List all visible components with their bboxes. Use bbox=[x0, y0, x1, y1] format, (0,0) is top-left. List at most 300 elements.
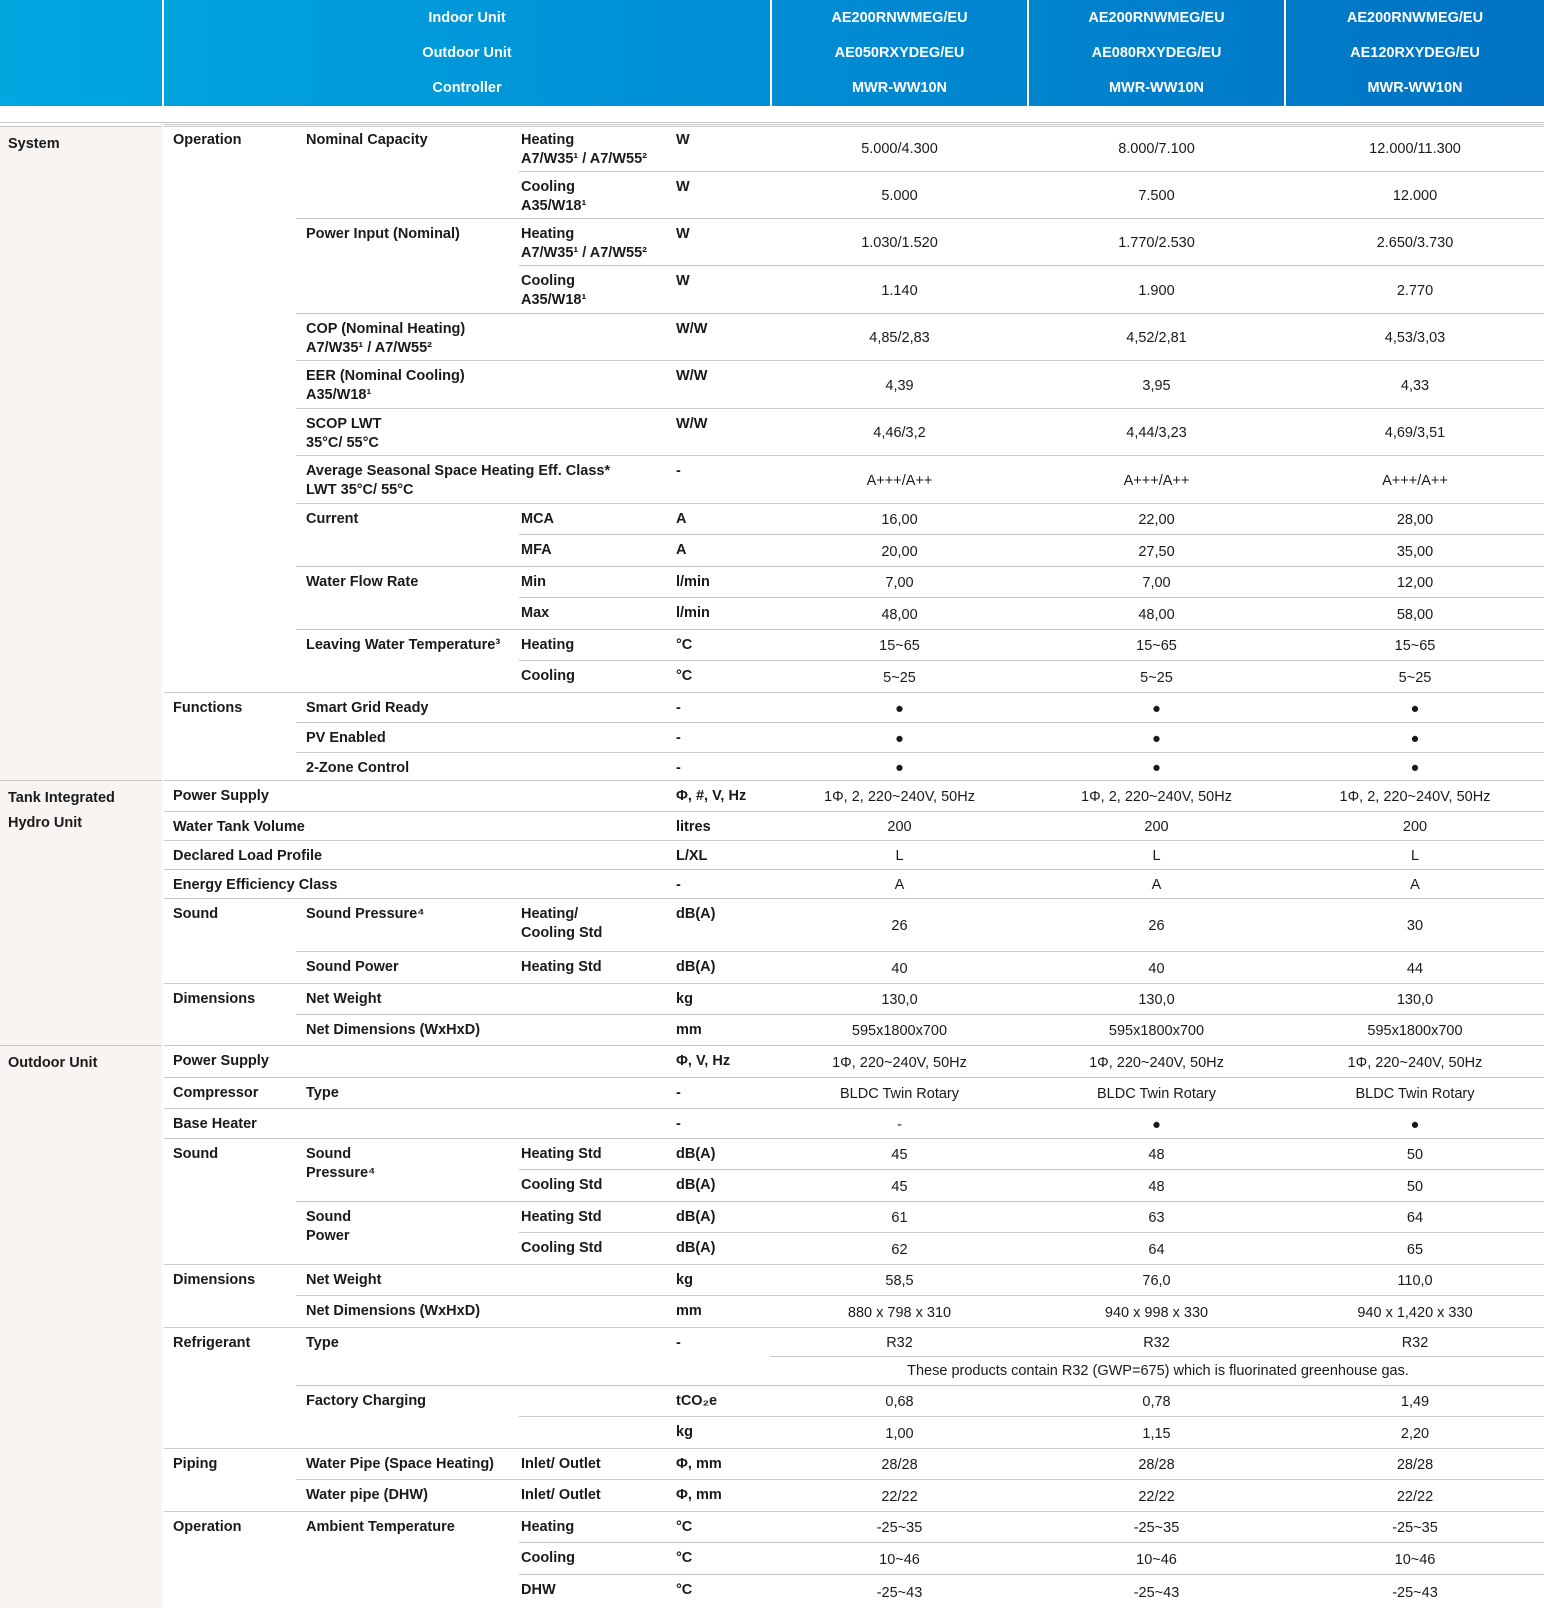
row-rule bbox=[296, 455, 1544, 456]
table-cell: 26 bbox=[891, 918, 908, 934]
row-label-item-sub: A35/W18¹ bbox=[306, 387, 372, 403]
header-label-controller: Controller bbox=[432, 80, 502, 96]
table-cell: BLDC Twin Rotary bbox=[840, 1086, 959, 1102]
table-cell: 50 bbox=[1406, 1147, 1424, 1163]
row-unit: dB(A) bbox=[676, 906, 716, 922]
table-cell: 4,85/2,83 bbox=[869, 330, 930, 346]
row-unit: °C bbox=[676, 668, 693, 684]
row-unit: dB(A) bbox=[676, 1209, 716, 1225]
row-unit: A bbox=[676, 542, 687, 558]
row-label-group: Water Tank Volume bbox=[173, 819, 305, 835]
row-rule bbox=[519, 1232, 1544, 1233]
model-3-indoor: AE200RNWMEG/EU bbox=[1346, 10, 1484, 26]
table-cell: 5~25 bbox=[1140, 670, 1173, 686]
row-unit: - bbox=[676, 877, 681, 893]
table-cell: 12.000/11.300 bbox=[1369, 141, 1461, 157]
table-cell: ● bbox=[1152, 760, 1161, 776]
model-1-indoor: AE200RNWMEG/EU bbox=[831, 10, 968, 26]
table-cell: 58,00 bbox=[1396, 607, 1434, 623]
row-unit: dB(A) bbox=[676, 1177, 716, 1193]
table-cell: 15~65 bbox=[879, 638, 920, 654]
table-cell: 22/22 bbox=[1138, 1489, 1175, 1505]
table-cell: 15~65 bbox=[1394, 638, 1436, 654]
table-cell: 200 bbox=[1402, 819, 1428, 835]
row-label-condition: Heating bbox=[521, 1519, 575, 1535]
row-unit: kg bbox=[676, 991, 693, 1007]
table-cell: 1.770/2.530 bbox=[1118, 235, 1195, 251]
row-label-item: Type bbox=[306, 1085, 339, 1101]
table-cell: 200 bbox=[1144, 819, 1169, 835]
table-cell: ● bbox=[1152, 701, 1161, 717]
header-label-outdoor: Outdoor Unit bbox=[422, 45, 512, 61]
row-unit: Φ, mm bbox=[676, 1487, 722, 1503]
table-cell: 4,44/3,23 bbox=[1126, 425, 1187, 441]
row-unit: W bbox=[676, 179, 690, 195]
row-label-item: Factory Charging bbox=[306, 1393, 427, 1409]
table-cell: -25~43 bbox=[876, 1585, 923, 1601]
table-cell: 16,00 bbox=[881, 512, 918, 528]
table-cell: 76,0 bbox=[1142, 1273, 1171, 1289]
row-rule bbox=[519, 1416, 1544, 1417]
row-label-condition-sub: A7/W35¹ / A7/W55² bbox=[521, 245, 647, 261]
row-rule bbox=[163, 869, 1544, 870]
refrigerant-note: These products contain R32 (GWP=675) which is fluorinated greenhouse gas. bbox=[907, 1363, 1409, 1379]
table-cell: A bbox=[1410, 877, 1420, 893]
row-label-condition-sub: A35/W18¹ bbox=[521, 198, 587, 214]
table-cell: 30 bbox=[1406, 918, 1424, 934]
table-cell: A bbox=[1151, 877, 1162, 893]
table-cell: 12,00 bbox=[1396, 575, 1434, 591]
column-divider bbox=[162, 124, 164, 1608]
table-cell: 44 bbox=[1406, 961, 1424, 977]
row-label-item-sub: A7/W35¹ / A7/W55² bbox=[306, 340, 432, 356]
row-rule bbox=[519, 171, 1544, 172]
table-cell: 10~46 bbox=[1394, 1552, 1436, 1568]
table-cell: 15~65 bbox=[1136, 638, 1177, 654]
table-cell: 1Φ, 2, 220~240V, 50Hz bbox=[1339, 789, 1491, 805]
table-cell: ● bbox=[895, 731, 904, 747]
row-unit: tCO₂e bbox=[676, 1393, 718, 1409]
row-label-group: Sound bbox=[173, 906, 219, 922]
table-cell: 22,00 bbox=[1138, 512, 1175, 528]
table-cell: A+++/A++ bbox=[1382, 473, 1448, 489]
row-unit: °C bbox=[676, 1519, 693, 1535]
row-label-item: Type bbox=[306, 1335, 339, 1351]
table-cell: -25~35 bbox=[1392, 1520, 1438, 1536]
row-label-group: Base Heater bbox=[173, 1116, 257, 1132]
section-label: System bbox=[8, 136, 60, 152]
table-cell: 0,78 bbox=[1142, 1394, 1171, 1410]
row-label-item: COP (Nominal Heating) bbox=[306, 321, 466, 337]
header-model-3 bbox=[1286, 0, 1544, 106]
row-label-condition: Cooling bbox=[521, 668, 575, 684]
row-label-group: Declared Load Profile bbox=[173, 848, 323, 864]
table-cell: 0,68 bbox=[885, 1394, 914, 1410]
row-rule bbox=[770, 1356, 1544, 1357]
row-label-item: Net Weight bbox=[306, 1272, 382, 1288]
row-label-condition: Cooling bbox=[521, 273, 575, 289]
table-cell: 7,00 bbox=[885, 575, 914, 591]
row-label-item: SCOP LWT bbox=[306, 416, 382, 432]
table-cell: - bbox=[897, 1117, 902, 1133]
row-rule bbox=[163, 124, 1544, 125]
table-cell: ● bbox=[1410, 1117, 1420, 1133]
row-rule bbox=[296, 1385, 1544, 1386]
row-rule bbox=[163, 983, 1544, 984]
row-rule bbox=[163, 1045, 1544, 1046]
table-cell: 5.000/4.300 bbox=[861, 141, 938, 157]
table-cell: 940 x 998 x 330 bbox=[1104, 1305, 1209, 1321]
table-cell: 1Φ, 220~240V, 50Hz bbox=[1347, 1055, 1483, 1071]
table-cell: 1Φ, 220~240V, 50Hz bbox=[832, 1055, 967, 1071]
table-cell: 22/22 bbox=[881, 1489, 918, 1505]
row-label-condition: Cooling bbox=[521, 179, 575, 195]
row-label-group: Power Supply bbox=[173, 788, 269, 804]
header-divider bbox=[1284, 0, 1286, 106]
table-cell: 4,52/2,81 bbox=[1126, 330, 1187, 346]
row-rule bbox=[296, 1201, 1544, 1202]
row-rule bbox=[296, 503, 1544, 504]
table-cell: 4,46/3,2 bbox=[873, 425, 926, 441]
table-header bbox=[0, 0, 1544, 106]
model-2-outdoor: AE080RXYDEG/EU bbox=[1091, 45, 1222, 61]
row-label-condition: Max bbox=[521, 605, 550, 621]
row-label-group: Operation bbox=[173, 132, 242, 148]
row-unit: litres bbox=[676, 819, 711, 835]
table-cell: 130,0 bbox=[1138, 992, 1175, 1008]
row-rule bbox=[296, 218, 1544, 219]
row-label-item: 2-Zone Control bbox=[306, 760, 410, 776]
table-cell: 880 x 798 x 310 bbox=[847, 1305, 952, 1321]
table-cell: 45 bbox=[891, 1147, 908, 1163]
table-cell: 35,00 bbox=[1396, 544, 1434, 560]
row-unit: °C bbox=[676, 1582, 693, 1598]
table-cell: 22/22 bbox=[1396, 1489, 1434, 1505]
table-cell: BLDC Twin Rotary bbox=[1355, 1086, 1475, 1102]
row-unit: - bbox=[676, 463, 681, 479]
row-unit: °C bbox=[676, 1550, 693, 1566]
header-divider bbox=[770, 0, 772, 106]
row-rule bbox=[519, 1542, 1544, 1543]
table-cell: -25~35 bbox=[1133, 1520, 1180, 1536]
section-label: Outdoor Unit bbox=[8, 1055, 98, 1071]
header-label-indoor: Indoor Unit bbox=[428, 10, 506, 26]
row-unit: °C bbox=[676, 637, 693, 653]
row-rule bbox=[296, 629, 1544, 630]
row-label-item: Power Input (Nominal) bbox=[306, 226, 460, 242]
table-cell: 3,95 bbox=[1142, 378, 1171, 394]
row-label-item: Water pipe (DHW) bbox=[306, 1487, 428, 1503]
table-cell: 7,00 bbox=[1142, 575, 1171, 591]
row-unit: - bbox=[676, 700, 681, 716]
row-label-condition: Heating Std bbox=[521, 1146, 602, 1162]
section-label: Tank Integrated bbox=[8, 790, 115, 806]
row-label-group: Dimensions bbox=[173, 991, 256, 1007]
table-cell: 64 bbox=[1148, 1242, 1165, 1258]
row-unit: kg bbox=[676, 1424, 693, 1440]
row-rule bbox=[163, 898, 1544, 899]
row-rule bbox=[163, 692, 1544, 693]
row-rule bbox=[296, 313, 1544, 314]
row-label-condition: Heating bbox=[521, 132, 575, 148]
table-cell: 28/28 bbox=[1396, 1457, 1434, 1473]
row-label-condition-sub: Cooling Std bbox=[521, 925, 603, 941]
row-unit: - bbox=[676, 1085, 681, 1101]
row-label-group: Piping bbox=[173, 1456, 218, 1472]
row-label-item: Sound Pressure⁴ bbox=[306, 906, 425, 922]
row-rule bbox=[163, 811, 1544, 812]
table-cell: ● bbox=[1410, 701, 1420, 717]
model-3-controller: MWR-WW10N bbox=[1367, 80, 1463, 96]
row-unit: W/W bbox=[676, 321, 708, 337]
row-label-item: Sound Power bbox=[306, 959, 399, 975]
model-1-controller: MWR-WW10N bbox=[851, 80, 948, 96]
row-label-group: Energy Efficiency Class bbox=[173, 877, 338, 893]
row-unit: - bbox=[676, 760, 681, 776]
row-rule bbox=[296, 360, 1544, 361]
row-label-item: Net Weight bbox=[306, 991, 382, 1007]
row-label-item: Ambient Temperature bbox=[306, 1519, 455, 1535]
table-cell: 110,0 bbox=[1397, 1273, 1433, 1289]
row-label-condition: Cooling bbox=[521, 1550, 575, 1566]
row-unit: l/min bbox=[676, 605, 710, 621]
table-cell: L bbox=[1410, 848, 1420, 864]
table-cell: 4,69/3,51 bbox=[1384, 425, 1446, 441]
row-rule bbox=[296, 408, 1544, 409]
table-cell: 20,00 bbox=[881, 544, 918, 560]
row-unit: W bbox=[676, 132, 690, 148]
row-rule bbox=[296, 1295, 1544, 1296]
table-cell: 48,00 bbox=[1138, 607, 1175, 623]
row-unit: dB(A) bbox=[676, 1146, 716, 1162]
table-cell: 1,00 bbox=[885, 1426, 914, 1442]
table-cell: A+++/A++ bbox=[866, 473, 933, 489]
row-unit: Φ, mm bbox=[676, 1456, 722, 1472]
row-label-item-sub: 35°C/ 55°C bbox=[306, 435, 379, 451]
row-unit: - bbox=[676, 1116, 681, 1132]
row-label-item: Net Dimensions (WxHxD) bbox=[306, 1303, 481, 1319]
section-rule bbox=[0, 126, 1544, 127]
table-cell: 48,00 bbox=[881, 607, 918, 623]
row-rule bbox=[163, 780, 1544, 781]
header-divider bbox=[1027, 0, 1029, 106]
row-label-item: Leaving Water Temperature³ bbox=[306, 637, 501, 653]
row-rule bbox=[163, 1511, 1544, 1512]
table-cell: ● bbox=[1410, 731, 1420, 747]
table-cell: 940 x 1,420 x 330 bbox=[1357, 1305, 1473, 1321]
table-cell: ● bbox=[895, 760, 904, 776]
table-cell: 65 bbox=[1406, 1242, 1424, 1258]
table-cell: 28/28 bbox=[881, 1457, 918, 1473]
row-unit: mm bbox=[676, 1303, 702, 1319]
table-cell: ● bbox=[895, 701, 904, 717]
table-cell: 27,50 bbox=[1138, 544, 1175, 560]
table-cell: ● bbox=[1410, 760, 1420, 776]
row-label-condition-sub: A7/W35¹ / A7/W55² bbox=[521, 151, 647, 167]
table-cell: 130,0 bbox=[881, 992, 918, 1008]
table-cell: BLDC Twin Rotary bbox=[1097, 1086, 1216, 1102]
row-rule bbox=[519, 1169, 1544, 1170]
table-cell: 61 bbox=[891, 1210, 908, 1226]
table-cell: A+++/A++ bbox=[1123, 473, 1190, 489]
header-rule bbox=[0, 122, 1544, 123]
table-cell: 2,20 bbox=[1400, 1426, 1430, 1442]
row-label-item: Net Dimensions (WxHxD) bbox=[306, 1022, 481, 1038]
row-unit: dB(A) bbox=[676, 1240, 716, 1256]
row-rule bbox=[163, 1327, 1544, 1328]
table-cell: 8.000/7.100 bbox=[1118, 141, 1195, 157]
row-label-group: Compressor bbox=[173, 1085, 259, 1101]
table-cell: 200 bbox=[887, 819, 912, 835]
model-1-outdoor: AE050RXYDEG/EU bbox=[834, 45, 965, 61]
row-unit: kg bbox=[676, 1272, 693, 1288]
row-label-item: Average Seasonal Space Heating Eff. Class* bbox=[306, 463, 611, 479]
row-rule bbox=[519, 597, 1544, 598]
row-label-group: Operation bbox=[173, 1519, 242, 1535]
table-cell: 595x1800x700 bbox=[1108, 1023, 1205, 1039]
model-2-controller: MWR-WW10N bbox=[1108, 80, 1205, 96]
row-unit: W/W bbox=[676, 416, 708, 432]
row-label-item: Nominal Capacity bbox=[306, 132, 428, 148]
section-band bbox=[0, 126, 162, 780]
table-cell: R32 bbox=[1401, 1335, 1429, 1351]
header-model-1 bbox=[772, 0, 1027, 106]
row-rule bbox=[519, 265, 1544, 266]
table-cell: 2.770 bbox=[1396, 283, 1434, 299]
row-label-condition: Min bbox=[521, 574, 546, 590]
row-label-group: Sound bbox=[173, 1146, 219, 1162]
row-rule bbox=[163, 1138, 1544, 1139]
row-unit: A bbox=[676, 511, 687, 527]
table-cell: 1.900 bbox=[1138, 283, 1175, 299]
row-rule bbox=[296, 1479, 1544, 1480]
table-cell: 12.000 bbox=[1392, 188, 1438, 204]
table-cell: 1Φ, 2, 220~240V, 50Hz bbox=[824, 789, 975, 805]
row-label-group: Functions bbox=[173, 700, 243, 716]
row-rule bbox=[296, 951, 1544, 952]
table-cell: 4,39 bbox=[885, 378, 914, 394]
row-unit: Φ, V, Hz bbox=[676, 1053, 731, 1069]
row-unit: mm bbox=[676, 1022, 702, 1038]
row-label-condition-sub: A35/W18¹ bbox=[521, 292, 587, 308]
table-cell: 10~46 bbox=[1136, 1552, 1177, 1568]
row-label-item: EER (Nominal Cooling) bbox=[306, 368, 465, 384]
table-cell: 1Φ, 2, 220~240V, 50Hz bbox=[1081, 789, 1232, 805]
row-rule bbox=[296, 722, 1544, 723]
row-label-item: Water Pipe (Space Heating) bbox=[306, 1456, 495, 1472]
row-rule bbox=[519, 1574, 1544, 1575]
table-cell: 595x1800x700 bbox=[1367, 1023, 1463, 1039]
row-rule bbox=[163, 1077, 1544, 1078]
header-labels bbox=[163, 0, 771, 106]
row-rule bbox=[296, 566, 1544, 567]
row-rule bbox=[163, 1448, 1544, 1449]
table-cell: 45 bbox=[891, 1179, 908, 1195]
row-unit: - bbox=[676, 730, 681, 746]
table-cell: 62 bbox=[891, 1242, 908, 1258]
table-cell: ● bbox=[1152, 1117, 1161, 1133]
row-rule bbox=[163, 1264, 1544, 1265]
model-3-outdoor: AE120RXYDEG/EU bbox=[1350, 45, 1480, 61]
table-cell: 10~46 bbox=[879, 1552, 920, 1568]
table-cell: 28/28 bbox=[1138, 1457, 1175, 1473]
header-model-2 bbox=[1029, 0, 1284, 106]
table-cell: 1,49 bbox=[1400, 1394, 1430, 1410]
table-cell: 40 bbox=[891, 961, 908, 977]
table-cell: 26 bbox=[1148, 918, 1165, 934]
table-cell: -25~43 bbox=[1392, 1585, 1438, 1601]
row-label-item-sub: Power bbox=[306, 1228, 350, 1244]
table-cell: R32 bbox=[1143, 1335, 1170, 1351]
row-label-item: Sound bbox=[306, 1209, 352, 1225]
row-label-group: Refrigerant bbox=[173, 1335, 251, 1351]
table-cell: 130,0 bbox=[1396, 992, 1434, 1008]
table-cell: 2.650/3.730 bbox=[1376, 235, 1454, 251]
header-divider bbox=[162, 0, 164, 106]
table-cell: A bbox=[894, 877, 905, 893]
row-rule bbox=[296, 752, 1544, 753]
row-unit: L/XL bbox=[676, 848, 708, 864]
table-cell: 1Φ, 220~240V, 50Hz bbox=[1089, 1055, 1224, 1071]
row-label-item: Current bbox=[306, 511, 359, 527]
row-unit: Φ, #, V, Hz bbox=[676, 788, 747, 804]
table-cell: 7.500 bbox=[1138, 188, 1175, 204]
row-label-condition: MCA bbox=[521, 511, 555, 527]
table-cell: -25~35 bbox=[876, 1520, 923, 1536]
row-label-group: Power Supply bbox=[173, 1053, 269, 1069]
table-cell: L bbox=[1152, 848, 1161, 864]
row-label-item: PV Enabled bbox=[306, 730, 386, 746]
table-cell: 48 bbox=[1148, 1179, 1165, 1195]
table-cell: 5~25 bbox=[1398, 670, 1432, 686]
table-cell: 63 bbox=[1148, 1210, 1165, 1226]
row-label-condition: MFA bbox=[521, 542, 552, 558]
model-2-indoor: AE200RNWMEG/EU bbox=[1088, 10, 1225, 26]
table-cell: 58,5 bbox=[885, 1273, 914, 1289]
row-label-item: Water Flow Rate bbox=[306, 574, 419, 590]
table-cell: 40 bbox=[1148, 961, 1165, 977]
table-cell: 64 bbox=[1406, 1210, 1424, 1226]
table-cell: R32 bbox=[886, 1335, 913, 1351]
row-rule bbox=[163, 1108, 1544, 1109]
table-cell: 5.000 bbox=[881, 188, 918, 204]
table-cell: 4,33 bbox=[1400, 378, 1430, 394]
table-cell: 4,53/3,03 bbox=[1384, 330, 1446, 346]
row-unit: W bbox=[676, 226, 690, 242]
row-label-condition: Heating bbox=[521, 226, 575, 242]
row-unit: l/min bbox=[676, 574, 710, 590]
row-label-condition: Inlet/ Outlet bbox=[521, 1487, 601, 1503]
row-label-condition: Cooling Std bbox=[521, 1177, 603, 1193]
section-band bbox=[0, 1045, 162, 1608]
section-label: Hydro Unit bbox=[8, 815, 83, 831]
row-label-condition: Cooling Std bbox=[521, 1240, 603, 1256]
row-unit: - bbox=[676, 1335, 681, 1351]
table-cell: 5~25 bbox=[883, 670, 916, 686]
table-cell: 1.140 bbox=[881, 283, 918, 299]
row-label-item-sub: Pressure⁴ bbox=[306, 1165, 376, 1181]
row-label-item: Smart Grid Ready bbox=[306, 700, 429, 716]
row-label-item: Sound bbox=[306, 1146, 352, 1162]
table-cell: 595x1800x700 bbox=[851, 1023, 948, 1039]
row-unit: dB(A) bbox=[676, 959, 716, 975]
table-cell: -25~43 bbox=[1133, 1585, 1180, 1601]
row-unit: W/W bbox=[676, 368, 708, 384]
row-rule bbox=[163, 840, 1544, 841]
row-rule bbox=[296, 1014, 1544, 1015]
row-label-condition: DHW bbox=[521, 1582, 556, 1598]
table-cell: 1,15 bbox=[1142, 1426, 1171, 1442]
